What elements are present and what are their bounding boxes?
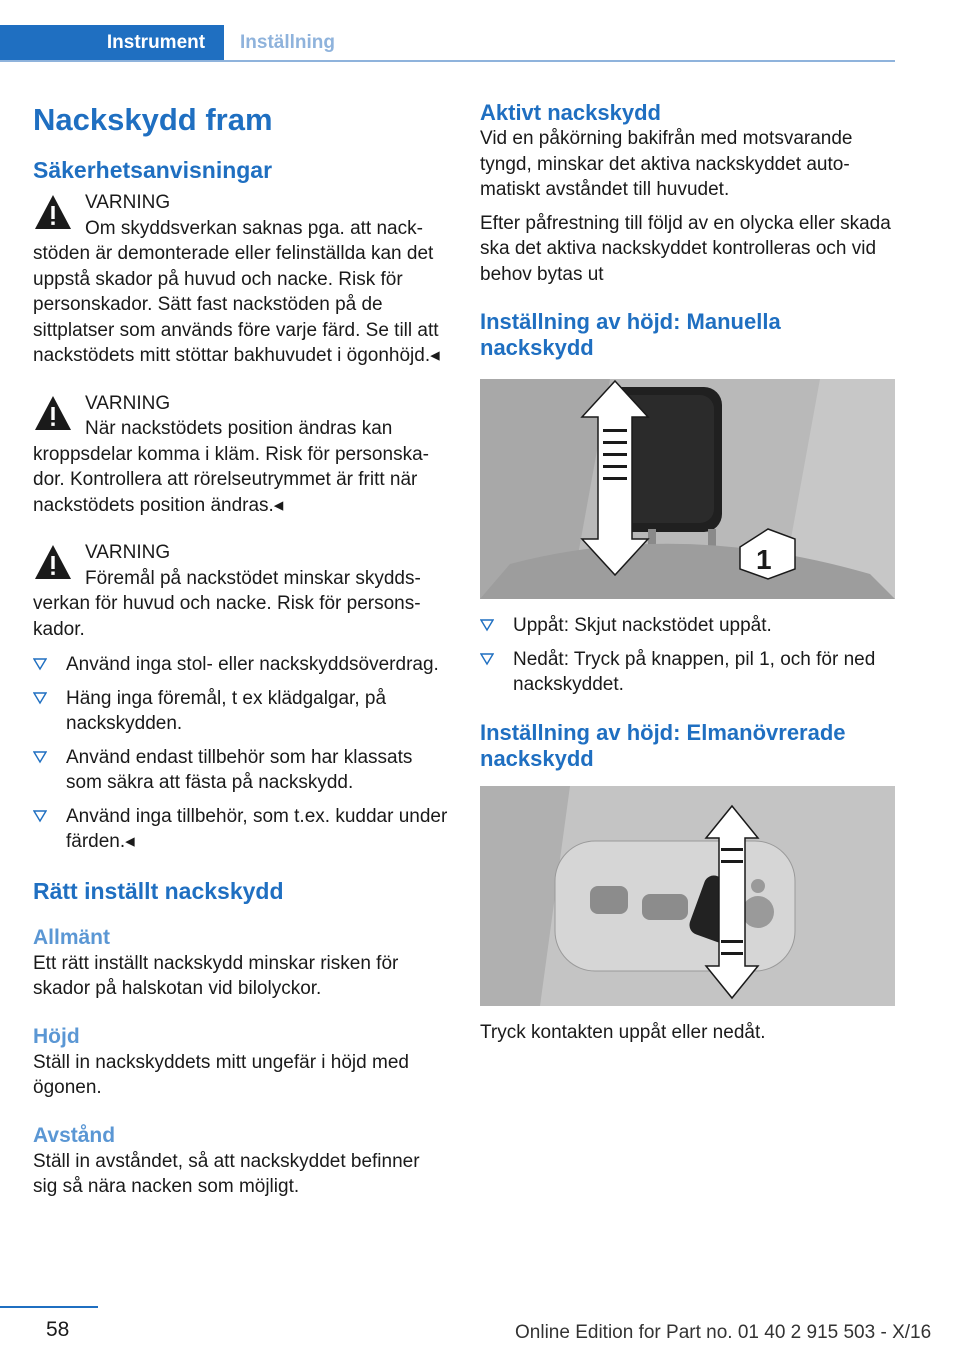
page-header	[0, 0, 960, 64]
distance-text: Ställ in avståndet, så att nackskyddet befinner sig så nära nacken som möjligt.	[33, 1150, 420, 1197]
safety-heading: Säkerhetsanvisningar	[33, 157, 273, 183]
warning-icon	[33, 393, 73, 433]
height-heading: Höjd	[33, 1024, 80, 1048]
list-item-text: Använd inga tillbehör, som t.ex. kuddar under färden.◂	[66, 805, 448, 852]
triangle-bullet-icon	[33, 657, 47, 671]
tab-instrument[interactable]: Instrument	[0, 25, 224, 61]
warning-block	[33, 391, 448, 519]
triangle-bullet-icon	[33, 691, 47, 705]
page-number: 58	[46, 1318, 70, 1341]
triangle-bullet-icon	[33, 750, 47, 764]
list-item-text: Uppåt: Skjut nackstödet uppåt.	[513, 615, 772, 636]
triangle-bullet-icon	[480, 652, 494, 666]
list-item-text: Använd inga stol- eller nackskyddsöverdrag.	[66, 654, 439, 675]
warning-text: När nackstödets position ändras kan kroppsdelar komma i kläm. Risk för personskador. Kontrollera att rörelseutrymmet är fritt när nackstödets position ändras.◂	[33, 418, 429, 516]
warning-text: Föremål på nackstödet minskar skyddsverkan för huvud och nacke. Risk för personskador.	[33, 567, 421, 640]
warning-icon	[33, 192, 73, 232]
list-item	[33, 652, 448, 678]
electric-text: Tryck kontakten uppåt eller nedåt.	[480, 1021, 766, 1043]
right-column	[480, 100, 895, 1045]
header-divider	[0, 60, 895, 62]
distance-heading: Avstånd	[33, 1123, 116, 1147]
arrow-1-label: 1	[756, 544, 772, 575]
height-text: Ställ in nackskyddets mitt ungefär i höjd med ögonen.	[33, 1051, 409, 1098]
list-item	[33, 804, 448, 855]
footer-divider	[0, 1306, 98, 1308]
warning-block	[33, 190, 448, 369]
warning-text: Om skyddsverkan saknas pga. att nackstöden är demonterade eller felinställda kan det uppstå skador på huvud och nacke. Risk för personskador. Sätt fast nackstöden på de sittplatser som används före varje färd. Se till att nackstödets mitt stöttar bakhuvudet i ögonhöjd.◂	[33, 217, 440, 366]
manual-headrest-photo	[480, 379, 895, 599]
warning-icon	[33, 542, 73, 582]
active-text-2: Efter påfrestning till följd av en olycka eller skada ska det aktiva nackskyddet kontrolleras och vid behov bytas ut	[480, 212, 891, 285]
left-column	[33, 100, 448, 1200]
list-item-text: Nedåt: Tryck på knappen, pil 1, och för ned nackskyddet.	[513, 648, 876, 695]
active-text-1: Vid en påkörning bakifrån med motsvarande tyngd, minskar det aktiva nackskyddet automatiskt avståndet till huvudet.	[480, 128, 853, 200]
list-item-text: Använd endast tillbehör som har klassats som säkra att fästa på nackskydd.	[66, 746, 413, 793]
warning-block	[33, 540, 448, 642]
warning-label: VARNING	[85, 392, 171, 414]
general-text: Ett rätt inställt nackskydd minskar risken för skador på halskotan vid bilolyckor.	[33, 952, 399, 999]
manual-height-heading: Inställning av höjd: Manuella nackskydd	[480, 309, 781, 360]
manual-steps-list	[480, 613, 895, 698]
list-item	[480, 613, 895, 639]
triangle-bullet-icon	[480, 618, 494, 632]
electric-height-heading: Inställning av höjd: Elmanövrerade nackskydd	[480, 719, 846, 771]
warning-bullet-list	[33, 652, 448, 855]
active-headrest-heading: Aktivt nackskydd	[480, 100, 661, 125]
electric-switch-photo	[480, 786, 895, 1006]
list-item	[480, 647, 895, 698]
general-heading: Allmänt	[33, 925, 111, 949]
triangle-bullet-icon	[33, 809, 47, 823]
seat-switch-illustration	[480, 786, 895, 1006]
page-title: Nackskydd fram	[33, 102, 273, 137]
list-item	[33, 745, 448, 796]
warning-label: VARNING	[85, 192, 171, 213]
manual-headrest-illustration	[480, 379, 895, 599]
list-item-text: Häng inga föremål, t ex klädgalgar, på nackskydden.	[66, 687, 387, 734]
tab-installning[interactable]: Inställning	[240, 32, 335, 53]
correct-headrest-heading: Rätt inställt nackskydd	[33, 877, 284, 904]
list-item	[33, 686, 448, 737]
edition-note: Online Edition for Part no. 01 40 2 915 503 - X/16	[515, 1322, 932, 1343]
warning-label: VARNING	[85, 542, 171, 563]
